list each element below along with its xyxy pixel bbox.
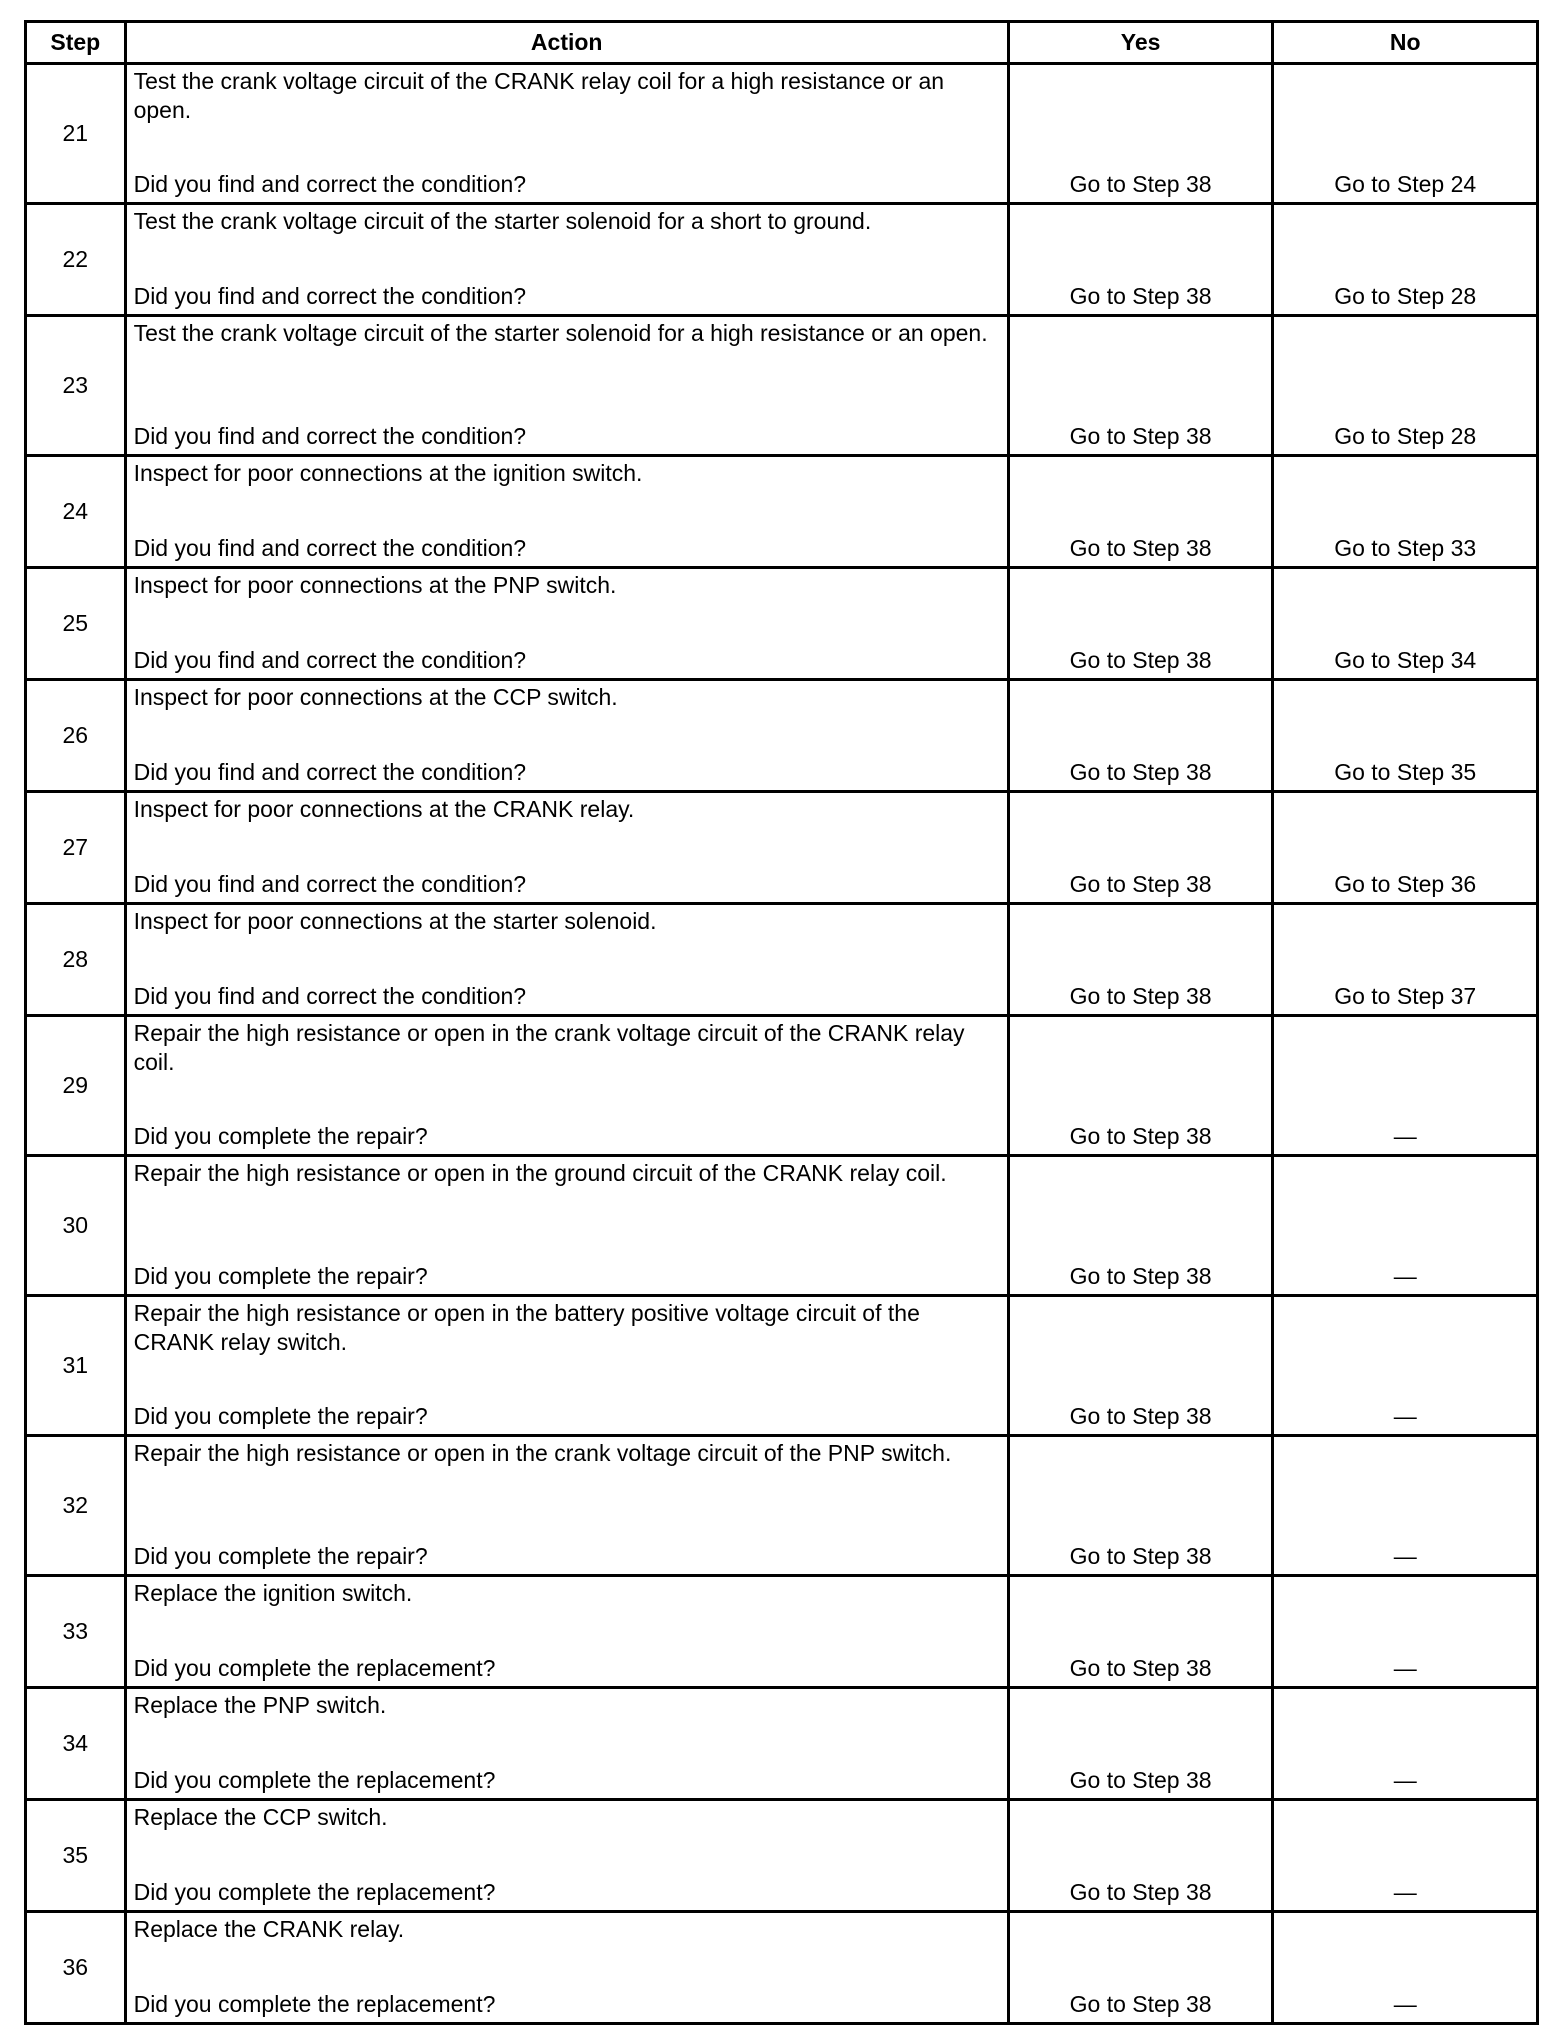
yes-result: Go to Step 38 bbox=[1069, 871, 1212, 897]
action-instruction: Replace the PNP switch. bbox=[133, 1692, 387, 1718]
yes-cell bbox=[1008, 904, 1273, 1016]
table-row bbox=[26, 1016, 1538, 1156]
table-row bbox=[26, 1912, 1538, 2024]
yes-result: Go to Step 38 bbox=[1069, 983, 1212, 1009]
action-cell bbox=[125, 1016, 1008, 1156]
step-number: 22 bbox=[26, 204, 126, 316]
action-question: Did you complete the replacement? bbox=[133, 1991, 496, 2017]
action-instruction: Inspect for poor connections at the ignition switch. bbox=[133, 460, 643, 486]
step-number: 35 bbox=[26, 1800, 126, 1912]
table-row bbox=[26, 568, 1538, 680]
no-result: Go to Step 28 bbox=[1334, 423, 1477, 449]
action-cell bbox=[125, 792, 1008, 904]
step-number: 23 bbox=[26, 316, 126, 456]
table-row bbox=[26, 1296, 1538, 1436]
action-cell bbox=[125, 904, 1008, 1016]
yes-result: Go to Step 38 bbox=[1069, 759, 1212, 785]
yes-cell bbox=[1008, 1436, 1273, 1576]
action-question: Did you find and correct the condition? bbox=[133, 535, 527, 561]
action-cell bbox=[125, 64, 1008, 204]
no-result: Go to Step 37 bbox=[1334, 983, 1477, 1009]
no-result: — bbox=[1393, 1543, 1417, 1569]
action-instruction: Test the crank voltage circuit of the starter solenoid for a high resistance or an open. bbox=[133, 320, 988, 346]
action-question: Did you complete the replacement? bbox=[133, 1767, 496, 1793]
action-question: Did you find and correct the condition? bbox=[133, 647, 527, 673]
step-number: 25 bbox=[26, 568, 126, 680]
action-instruction: Replace the CCP switch. bbox=[133, 1804, 388, 1830]
action-question: Did you find and correct the condition? bbox=[133, 283, 527, 309]
yes-result: Go to Step 38 bbox=[1069, 535, 1212, 561]
no-cell bbox=[1273, 680, 1538, 792]
action-instruction: Test the crank voltage circuit of the CRANK relay coil for a high resistance or an open. bbox=[133, 68, 945, 123]
no-result: — bbox=[1393, 1403, 1417, 1429]
action-instruction: Inspect for poor connections at the CCP switch. bbox=[133, 684, 618, 710]
step-number: 21 bbox=[26, 64, 126, 204]
action-instruction: Inspect for poor connections at the CRANK relay. bbox=[133, 796, 635, 822]
no-cell bbox=[1273, 1576, 1538, 1688]
table-row bbox=[26, 680, 1538, 792]
yes-result: Go to Step 38 bbox=[1069, 283, 1212, 309]
action-instruction: Inspect for poor connections at the starter solenoid. bbox=[133, 908, 657, 934]
action-question: Did you find and correct the condition? bbox=[133, 759, 527, 785]
header-step: Step bbox=[26, 22, 126, 64]
yes-result: Go to Step 38 bbox=[1069, 1123, 1212, 1149]
yes-cell bbox=[1008, 1576, 1273, 1688]
no-cell bbox=[1273, 1912, 1538, 2024]
yes-result: Go to Step 38 bbox=[1069, 1403, 1212, 1429]
yes-cell bbox=[1008, 1800, 1273, 1912]
action-question: Did you complete the replacement? bbox=[133, 1879, 496, 1905]
diagnostic-table bbox=[24, 20, 1539, 2025]
table-row bbox=[26, 1688, 1538, 1800]
step-number: 32 bbox=[26, 1436, 126, 1576]
no-result: — bbox=[1393, 1123, 1417, 1149]
step-number: 24 bbox=[26, 456, 126, 568]
yes-result: Go to Step 38 bbox=[1069, 1655, 1212, 1681]
yes-cell bbox=[1008, 680, 1273, 792]
action-question: Did you complete the repair? bbox=[133, 1403, 428, 1429]
yes-result: Go to Step 38 bbox=[1069, 171, 1212, 197]
no-result: — bbox=[1393, 1767, 1417, 1793]
no-cell bbox=[1273, 1156, 1538, 1296]
table-row bbox=[26, 1576, 1538, 1688]
no-cell bbox=[1273, 316, 1538, 456]
action-cell bbox=[125, 1156, 1008, 1296]
action-question: Did you find and correct the condition? bbox=[133, 983, 527, 1009]
header-action: Action bbox=[125, 22, 1008, 64]
action-cell bbox=[125, 1436, 1008, 1576]
action-cell bbox=[125, 1576, 1008, 1688]
table-row bbox=[26, 316, 1538, 456]
action-instruction: Inspect for poor connections at the PNP switch. bbox=[133, 572, 617, 598]
action-cell bbox=[125, 1800, 1008, 1912]
table-row bbox=[26, 1800, 1538, 1912]
table-row bbox=[26, 1156, 1538, 1296]
action-question: Did you find and correct the condition? bbox=[133, 871, 527, 897]
step-number: 30 bbox=[26, 1156, 126, 1296]
no-cell bbox=[1273, 792, 1538, 904]
yes-result: Go to Step 38 bbox=[1069, 1991, 1212, 2017]
action-question: Did you complete the repair? bbox=[133, 1263, 428, 1289]
no-cell bbox=[1273, 64, 1538, 204]
step-number: 33 bbox=[26, 1576, 126, 1688]
step-number: 29 bbox=[26, 1016, 126, 1156]
action-cell bbox=[125, 1688, 1008, 1800]
yes-result: Go to Step 38 bbox=[1069, 1543, 1212, 1569]
no-cell bbox=[1273, 1016, 1538, 1156]
action-cell bbox=[125, 680, 1008, 792]
yes-cell bbox=[1008, 1912, 1273, 2024]
yes-cell bbox=[1008, 1016, 1273, 1156]
action-instruction: Repair the high resistance or open in the battery positive voltage circuit of the CRANK relay switch. bbox=[133, 1300, 920, 1355]
table-row bbox=[26, 792, 1538, 904]
action-question: Did you find and correct the condition? bbox=[133, 423, 527, 449]
no-cell bbox=[1273, 1436, 1538, 1576]
action-instruction: Repair the high resistance or open in the crank voltage circuit of the PNP switch. bbox=[133, 1440, 952, 1466]
no-cell bbox=[1273, 204, 1538, 316]
action-question: Did you complete the repair? bbox=[133, 1543, 428, 1569]
step-number: 34 bbox=[26, 1688, 126, 1800]
action-instruction: Replace the CRANK relay. bbox=[133, 1916, 405, 1942]
action-cell bbox=[125, 1296, 1008, 1436]
yes-result: Go to Step 38 bbox=[1069, 423, 1212, 449]
action-cell bbox=[125, 568, 1008, 680]
no-result: — bbox=[1393, 1991, 1417, 2017]
step-number: 36 bbox=[26, 1912, 126, 2024]
action-instruction: Repair the high resistance or open in the ground circuit of the CRANK relay coil. bbox=[133, 1160, 947, 1186]
step-number: 28 bbox=[26, 904, 126, 1016]
no-cell bbox=[1273, 568, 1538, 680]
yes-cell bbox=[1008, 1156, 1273, 1296]
yes-result: Go to Step 38 bbox=[1069, 1767, 1212, 1793]
no-result: — bbox=[1393, 1263, 1417, 1289]
action-question: Did you complete the repair? bbox=[133, 1123, 428, 1149]
no-result: Go to Step 36 bbox=[1334, 871, 1477, 897]
yes-result: Go to Step 38 bbox=[1069, 1879, 1212, 1905]
header-yes: Yes bbox=[1008, 22, 1273, 64]
table-row bbox=[26, 904, 1538, 1016]
yes-cell bbox=[1008, 568, 1273, 680]
no-result: Go to Step 35 bbox=[1334, 759, 1477, 785]
table-row bbox=[26, 456, 1538, 568]
no-result: Go to Step 24 bbox=[1334, 171, 1477, 197]
no-cell bbox=[1273, 1296, 1538, 1436]
yes-cell bbox=[1008, 456, 1273, 568]
yes-cell bbox=[1008, 316, 1273, 456]
yes-cell bbox=[1008, 792, 1273, 904]
table-row bbox=[26, 1436, 1538, 1576]
step-number: 27 bbox=[26, 792, 126, 904]
step-number: 26 bbox=[26, 680, 126, 792]
no-result: Go to Step 28 bbox=[1334, 283, 1477, 309]
no-result: — bbox=[1393, 1879, 1417, 1905]
action-cell bbox=[125, 204, 1008, 316]
yes-result: Go to Step 38 bbox=[1069, 1263, 1212, 1289]
action-instruction: Test the crank voltage circuit of the starter solenoid for a short to ground. bbox=[133, 208, 872, 234]
action-cell bbox=[125, 456, 1008, 568]
no-cell bbox=[1273, 1688, 1538, 1800]
no-result: Go to Step 33 bbox=[1334, 535, 1477, 561]
action-question: Did you find and correct the condition? bbox=[133, 171, 527, 197]
action-instruction: Replace the ignition switch. bbox=[133, 1580, 413, 1606]
action-instruction: Repair the high resistance or open in the crank voltage circuit of the CRANK relay coil. bbox=[133, 1020, 965, 1075]
header-row bbox=[26, 22, 1538, 64]
no-cell bbox=[1273, 456, 1538, 568]
no-cell bbox=[1273, 1800, 1538, 1912]
no-result: Go to Step 34 bbox=[1334, 647, 1477, 673]
action-cell bbox=[125, 1912, 1008, 2024]
yes-cell bbox=[1008, 64, 1273, 204]
header-no: No bbox=[1273, 22, 1538, 64]
no-cell bbox=[1273, 904, 1538, 1016]
yes-result: Go to Step 38 bbox=[1069, 647, 1212, 673]
action-cell bbox=[125, 316, 1008, 456]
table-body bbox=[26, 64, 1538, 2024]
yes-cell bbox=[1008, 1688, 1273, 1800]
table-row bbox=[26, 64, 1538, 204]
no-result: — bbox=[1393, 1655, 1417, 1681]
step-number: 31 bbox=[26, 1296, 126, 1436]
yes-cell bbox=[1008, 204, 1273, 316]
action-question: Did you complete the replacement? bbox=[133, 1655, 496, 1681]
table-row bbox=[26, 204, 1538, 316]
yes-cell bbox=[1008, 1296, 1273, 1436]
